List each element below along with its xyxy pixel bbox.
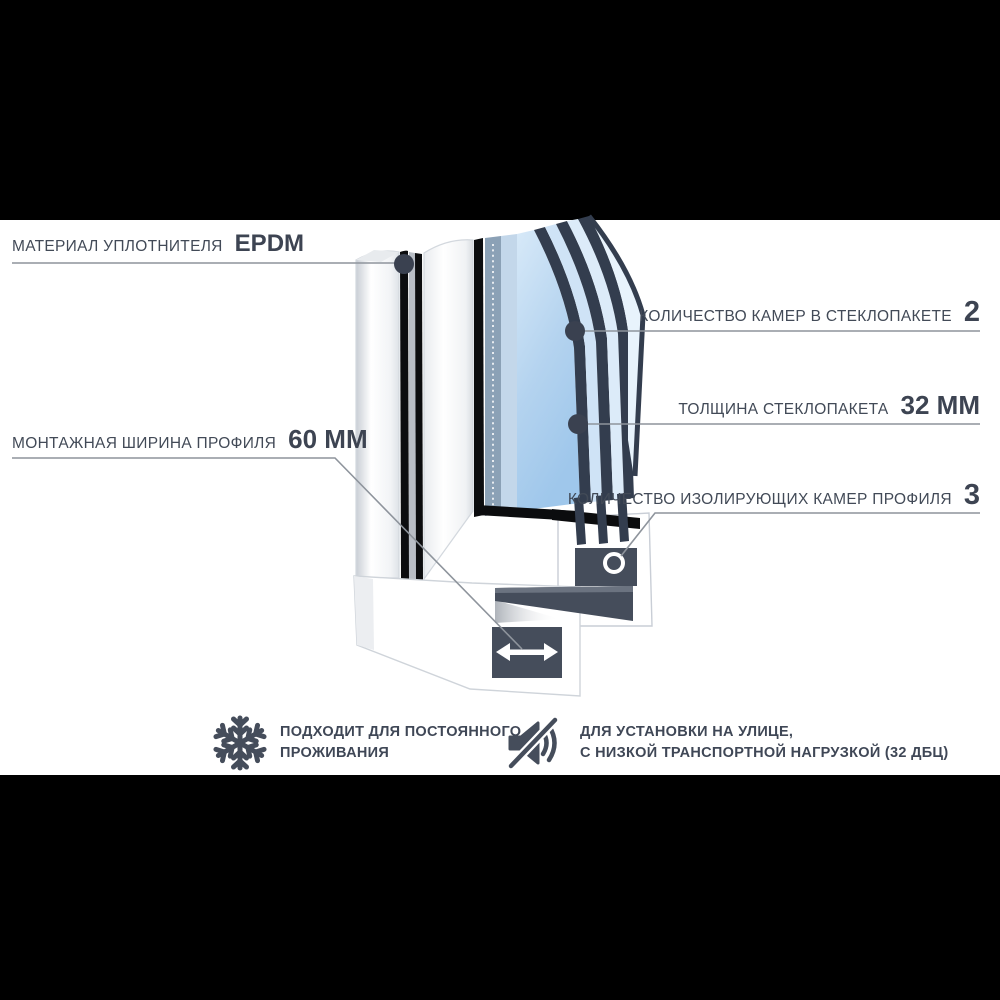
mounting-width-block: [492, 627, 562, 678]
feature-residence-line1: ПОДХОДИТ ДЛЯ ПОСТОЯННОГО: [280, 724, 522, 740]
seal-material-label: МАТЕРИАЛ УПЛОТНИТЕЛЯ: [12, 238, 223, 255]
feature-outdoor-line1: ДЛЯ УСТАНОВКИ НА УЛИЦЕ,: [580, 724, 794, 740]
feature-residence-line2: ПРОЖИВАНИЯ: [280, 744, 390, 761]
gasket-strip-2: [415, 253, 423, 582]
glazing-spacer: [485, 234, 517, 516]
feature-residence-text: [280, 722, 521, 763]
mounting-width-label: МОНТАЖНАЯ ШИРИНА ПРОФИЛЯ: [12, 435, 277, 452]
callout-dot-glazing-chambers: [565, 321, 585, 341]
feature-outdoor-line2: С НИЗКОЙ ТРАНСПОРТНОЙ НАГРУЗКОЙ (32 ДБЦ): [580, 744, 949, 761]
callout-line-profile-chambers: [621, 513, 980, 556]
glazing-chambers-label: КОЛИЧЕСТВО КАМЕР В СТЕКЛОПАКЕТЕ: [639, 308, 952, 325]
gasket-strip-3: [474, 238, 484, 517]
frame-profile: [356, 250, 399, 578]
profile-chambers-value: 3: [963, 479, 980, 511]
profile-chamber-block: [575, 548, 637, 586]
profile-chambers-label: КОЛИЧЕСТВО ИЗОЛИРУЮЩИХ КАМЕР ПРОФИЛЯ: [567, 491, 952, 508]
callout-glazing-thickness: [678, 390, 980, 421]
glazing-chambers-value: 2: [963, 296, 980, 328]
feature-outdoor-text: [580, 722, 948, 763]
snowflake-icon: [210, 713, 270, 778]
callout-seal-material: [12, 230, 304, 258]
gasket-strip-1: [400, 251, 409, 580]
muted-speaker-icon: [502, 712, 564, 779]
callout-glazing-chambers: [639, 296, 980, 329]
gasket-strips: [400, 251, 423, 582]
callout-profile-chambers: [568, 479, 980, 512]
sash-profile: [424, 240, 473, 579]
callout-mounting-width: [12, 424, 368, 455]
callout-dot-glazing-thickness: [568, 414, 588, 434]
mounting-width-value: 60 ММ: [288, 424, 368, 454]
glazing-thickness-label: ТОЛЩИНА СТЕКЛОПАКЕТА: [678, 401, 889, 418]
callout-dot-seal: [394, 254, 414, 274]
seal-material-value: EPDM: [234, 230, 305, 257]
glazing-thickness-value: 32 ММ: [900, 390, 980, 420]
